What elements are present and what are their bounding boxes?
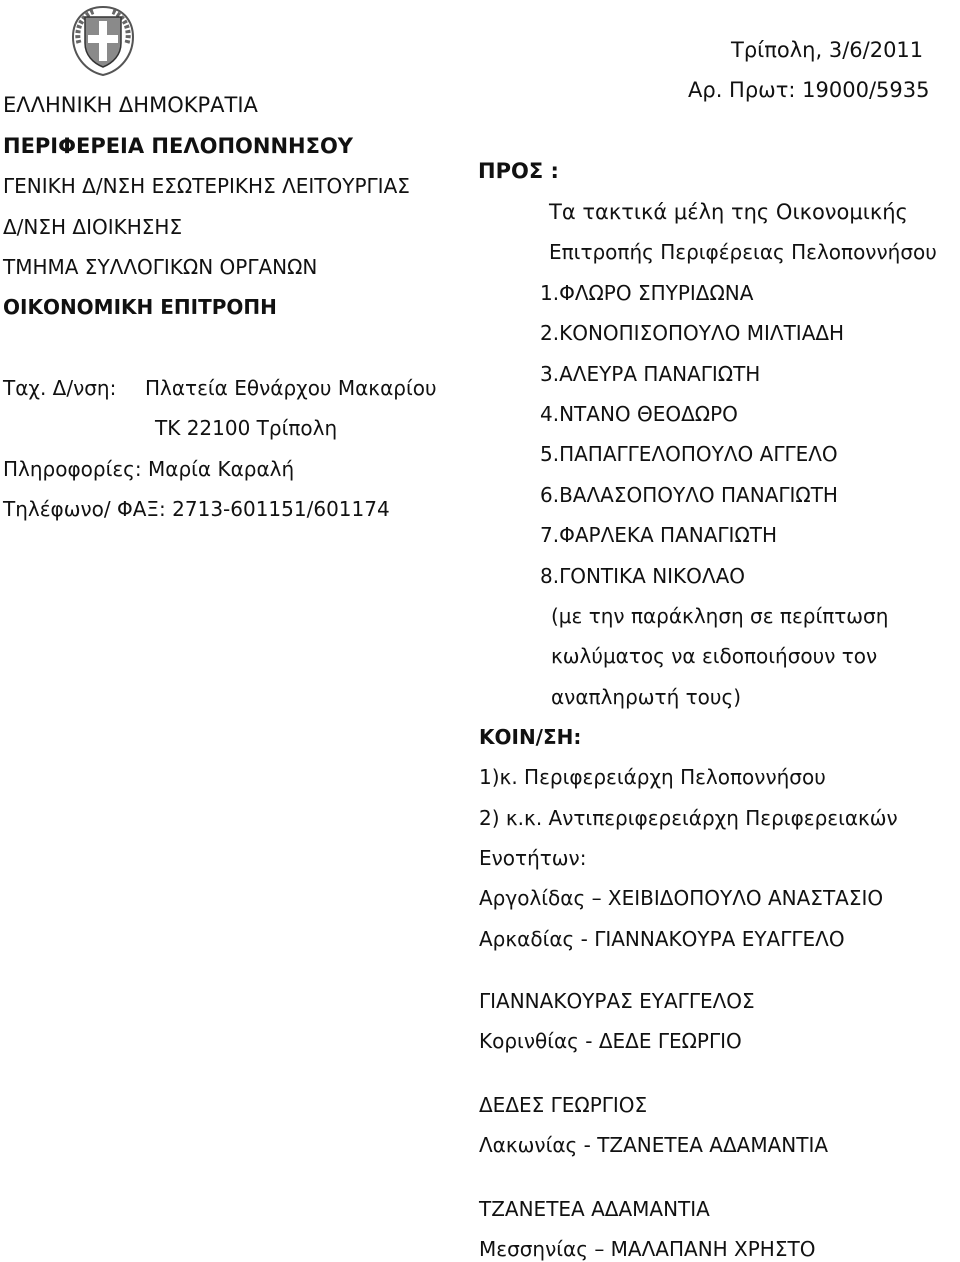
cc-line: 2) κ.κ. Αντιπεριφερειάρχη Περιφερειακών (479, 806, 898, 830)
cc-line: 1)κ. Περιφερειάρχη Πελοποννήσου (479, 765, 826, 789)
recipients-intro-2: Επιτροπής Περιφέρειας Πελοποννήσου (549, 240, 937, 264)
directorate-general: ΓΕΝΙΚΗ Δ/ΝΣΗ ΕΣΩΤΕΡΙΚΗΣ ΛΕΙΤΟΥΡΓΙΑΣ (3, 174, 410, 198)
cc-lakonia-name: ΤΖΑΝΕΤΕΑ ΑΔΑΜΑΝΤΙΑ (479, 1197, 710, 1221)
place-date: Τρίπολη, 3/6/2011 (731, 38, 924, 62)
cc-arkadia-name: ΓΙΑΝΝΑΚΟΥΡΑΣ ΕΥΑΓΓΕΛΟΣ (479, 989, 755, 1013)
cc-line: Ενοτήτων: (479, 846, 587, 870)
cc-argolida: Αργολίδας – ΧΕΙΒΙΔΟΠΟΥΛΟ ΑΝΑΣΤΑΣΙΟ (479, 886, 884, 910)
recipients-label: ΠΡΟΣ : (478, 159, 559, 183)
cc-arkadia: Αρκαδίας - ΓΙΑΝΝΑΚΟΥΡΑ ΕΥΑΓΓΕΛΟ (479, 927, 845, 951)
member-item: 3.ΑΛΕΥΡΑ ΠΑΝΑΓΙΩΤΗ (540, 362, 761, 386)
directorate: Δ/ΝΣΗ ΔΙΟΙΚΗΣΗΣ (3, 215, 183, 239)
address-street: Πλατεία Εθνάρχου Μακαρίου (145, 376, 437, 400)
coat-of-arms-icon (65, 3, 141, 79)
protocol-number: Αρ. Πρωτ: 19000/5935 (688, 78, 930, 102)
note-line: κωλύματος να ειδοποιήσουν τον (551, 644, 878, 668)
cc-korinthia: Κορινθίας - ΔΕΔΕ ΓΕΩΡΓΙΟ (479, 1029, 742, 1053)
phone-fax: Τηλέφωνο/ ΦΑΞ: 2713-601151/601174 (3, 497, 390, 521)
note-line: (με την παράκληση σε περίπτωση (551, 604, 889, 628)
cc-lakonia: Λακωνίας - ΤΖΑΝΕΤΕΑ ΑΔΑΜΑΝΤΙΑ (479, 1133, 829, 1157)
member-item: 5.ΠΑΠΑΓΓΕΛΟΠΟΥΛΟ ΑΓΓΕΛΟ (540, 442, 838, 466)
info-contact: Πληροφορίες: Μαρία Καραλή (3, 457, 295, 481)
cc-label: ΚΟΙΝ/ΣΗ: (479, 725, 582, 749)
member-item: 4.ΝΤΑΝΟ ΘΕΟΔΩΡΟ (540, 402, 738, 426)
country-name: ΕΛΛΗΝΙΚΗ ΔΗΜΟΚΡΑΤΙΑ (3, 93, 258, 117)
member-item: 7.ΦΑΡΛΕΚΑ ΠΑΝΑΓΙΩΤΗ (540, 523, 777, 547)
department: ΤΜΗΜΑ ΣΥΛΛΟΓΙΚΩΝ ΟΡΓΑΝΩΝ (3, 255, 318, 279)
address-label: Ταχ. Δ/νση: (3, 376, 117, 400)
cc-korinthia-name: ΔΕΔΕΣ ΓΕΩΡΓΙΟΣ (479, 1093, 648, 1117)
cc-messinia: Μεσσηνίας – ΜΑΛΑΠΑΝΗ ΧΡΗΣΤΟ (479, 1237, 816, 1261)
committee: ΟΙΚΟΝΟΜΙΚΗ ΕΠΙΤΡΟΠΗ (3, 295, 277, 319)
member-item: 8.ΓΟΝΤΙΚΑ ΝΙΚΟΛΑΟ (540, 564, 746, 588)
member-item: 6.ΒΑΛΑΣΟΠΟΥΛΟ ΠΑΝΑΓΙΩΤΗ (540, 483, 838, 507)
address-postcode: ΤΚ 22100 Τρίπολη (155, 416, 338, 440)
recipients-intro-1: Τα τακτικά μέλη της Οικονομικής (549, 200, 908, 224)
note-line: αναπληρωτή τους) (551, 685, 741, 709)
member-item: 2.ΚΟΝΟΠΙΣΟΠΟΥΛΟ ΜΙΛΤΙΑΔΗ (540, 321, 845, 345)
region-name: ΠΕΡΙΦΕΡΕΙΑ ΠΕΛΟΠΟΝΝΗΣΟΥ (3, 134, 354, 158)
member-item: 1.ΦΛΩΡΟ ΣΠΥΡΙΔΩΝΑ (540, 281, 754, 305)
